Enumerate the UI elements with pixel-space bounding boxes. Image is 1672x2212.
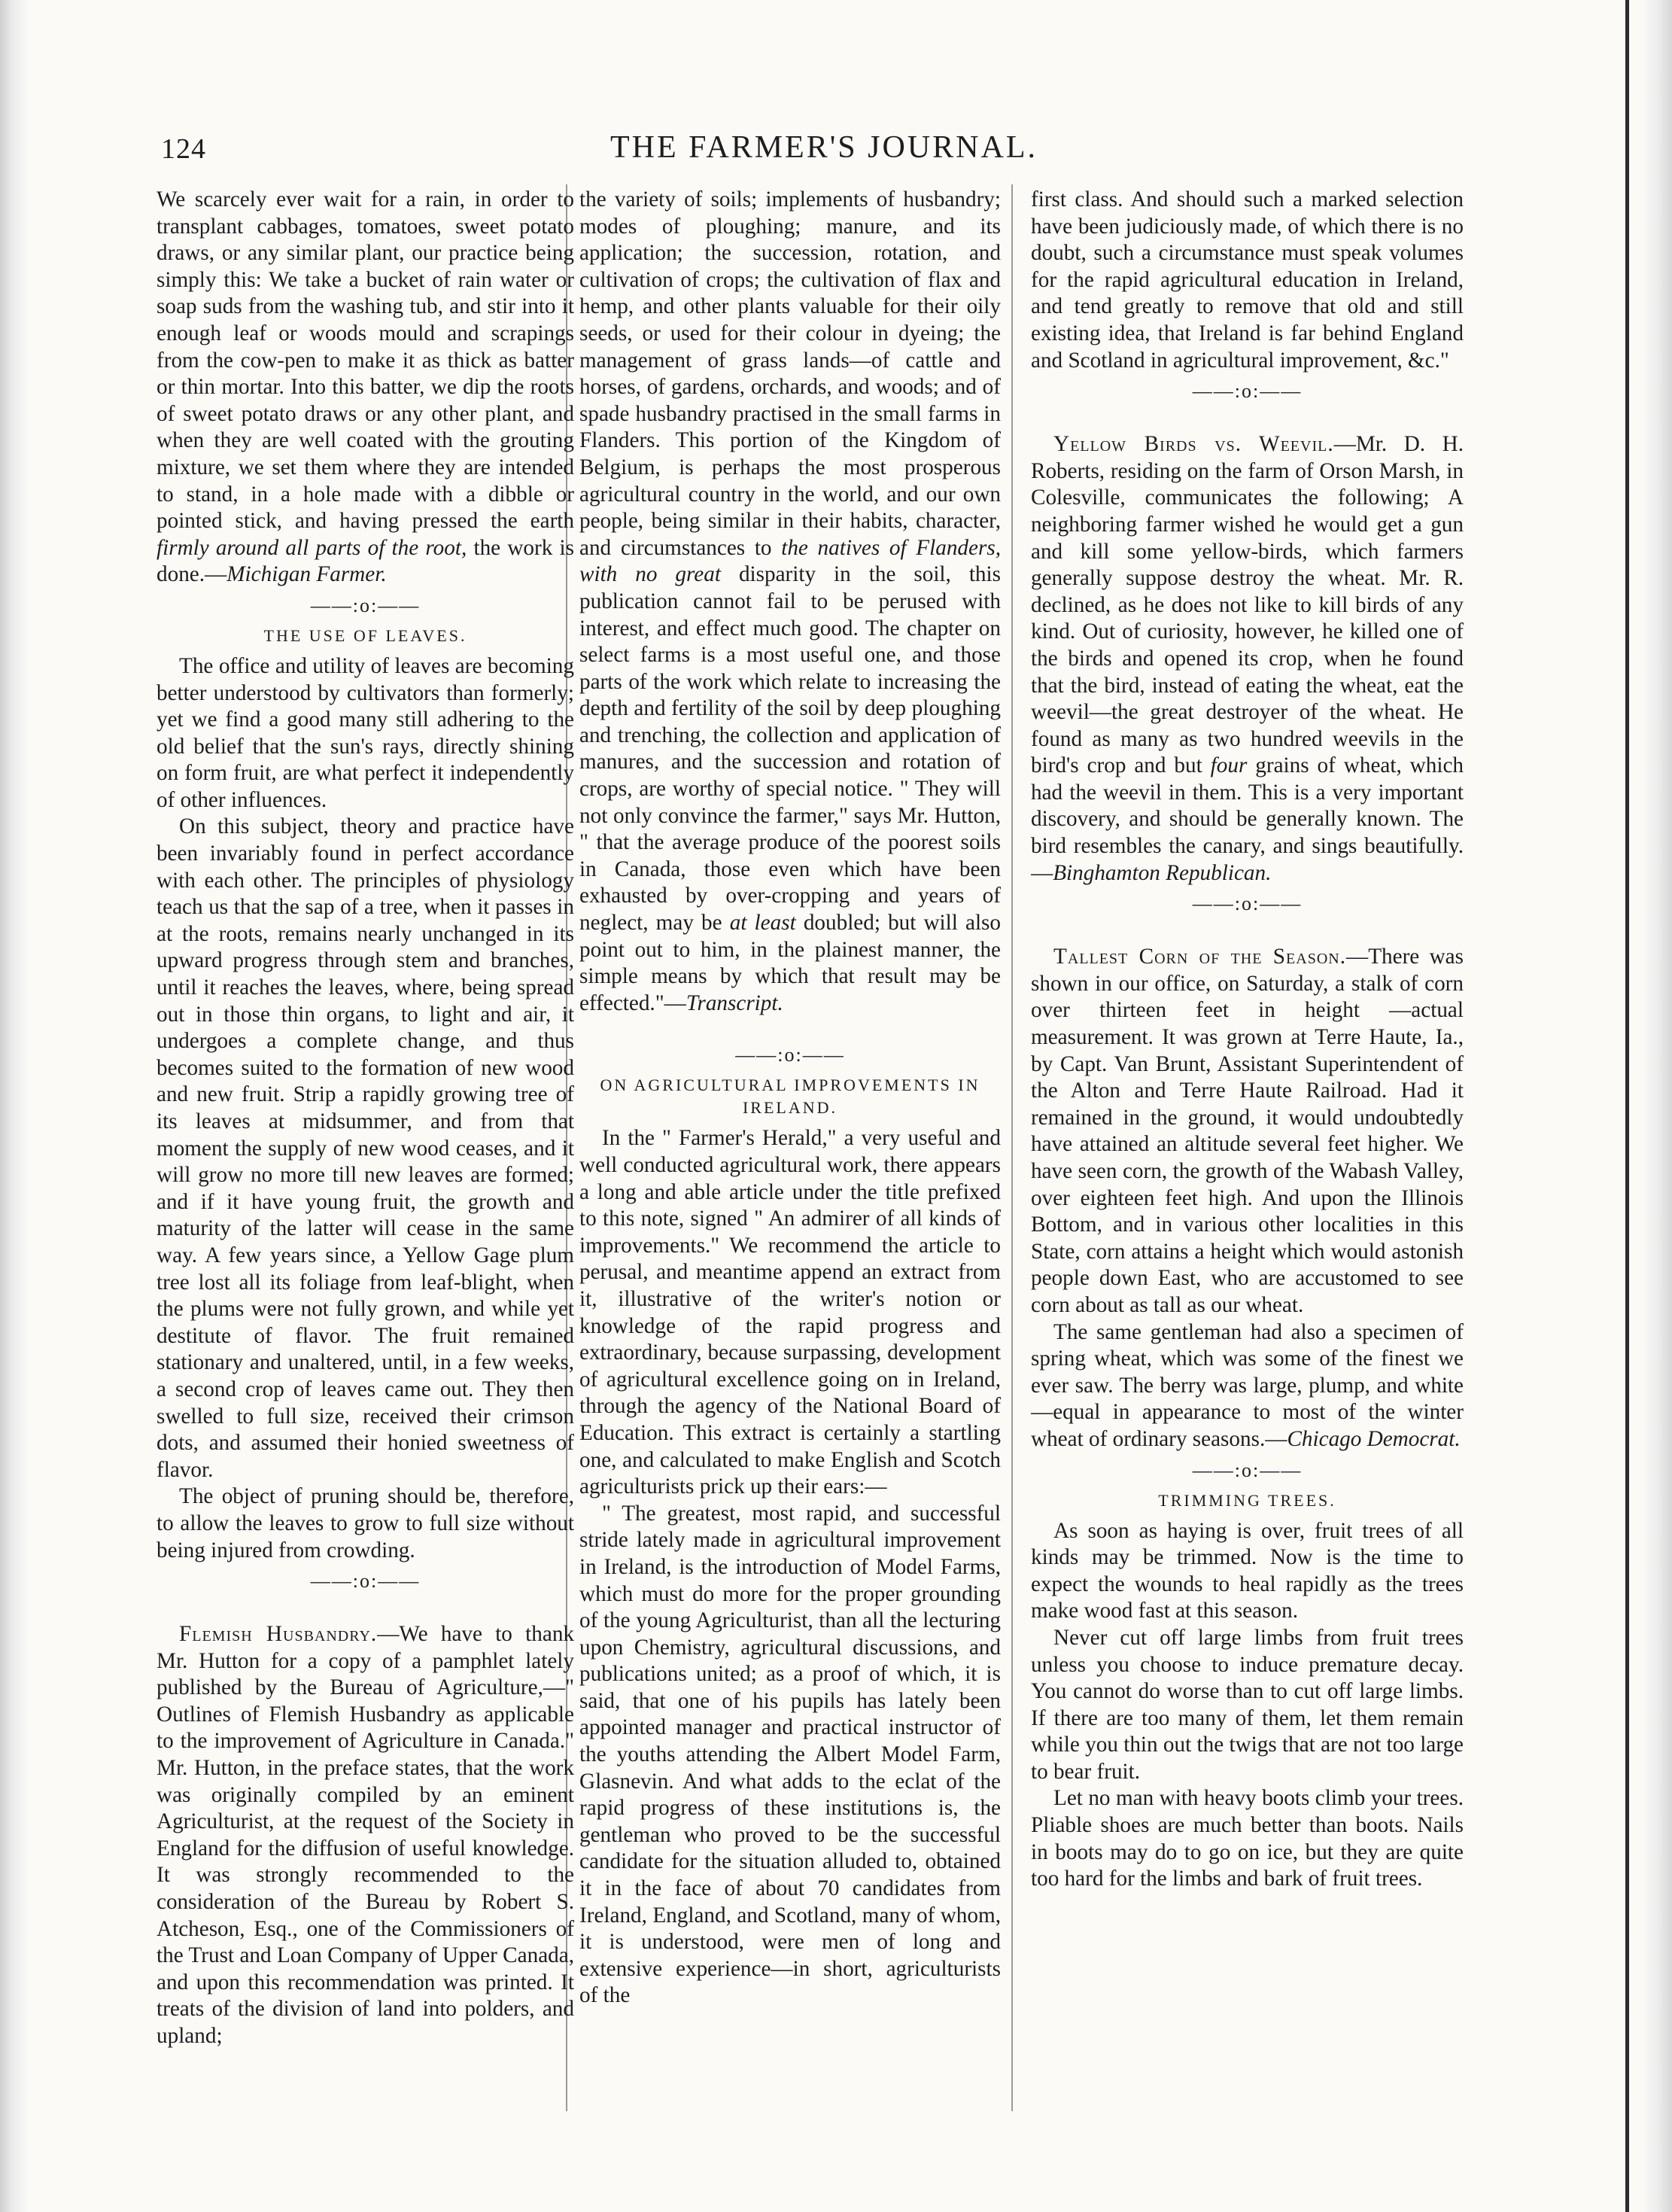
page-border-rule <box>1625 0 1629 2212</box>
article-heading: ON AGRICULTURAL IMPROVEMENTS IN IRELAND. <box>600 1076 980 1118</box>
section-separator: ——:o:—— <box>735 1044 845 1066</box>
article-paragraph: Let no man with heavy boots climb your trees. Pliable shoes are much better than boots. Nails in boots may do to go on ice, but they are quite too hard for the limbs and bark of fruit trees. <box>1031 1786 1464 1891</box>
article-paragraph: Yellow Birds vs. Weevil.—Mr. D. H. Roberts, residing on the farm of Orson Marsh, in Colesville, communicates the following; A neighboring farmer wished he would get a gun and kill some yellow-birds, which farmers generally suppose destroy the wheat. Mr. R. declined, as he does not like to kill birds of any kind. Out of curiosity, however, he killed one of the birds and opened its crop, when he found that the bird, instead of eating the wheat, eat the weevil—the great destroyer of the wheat. He found as many as two hundred weevils in the bird's crop and but four grains of wheat, which had the weevil in them. This is a very important discovery, and should be generally known. The bird resembles the canary, and sings beautifully.—Binghamton Republican. <box>1031 432 1464 885</box>
page-number: 124 <box>161 133 206 165</box>
article-paragraph: The office and utility of leaves are becoming better understood by cultivators than formerly; yet we find a good many still adhering to the old belief that the sun's rays, directly shining on form fruit, are what perfect it independently of other influences. <box>157 653 574 812</box>
column-3 <box>1031 187 1464 2128</box>
section-separator: ——:o:—— <box>1192 380 1303 403</box>
article-paragraph: " The greatest, most rapid, and successful stride lately made in agricultural improvement in Ireland, is the introduction of Model Farms, which must do more for the proper grounding of the young Agriculturist, than all the lecturing upon Chemistry, agricultural discussions, and publications united; as a proof of which, it is said, that one of his pupils has lately been appointed manager and practical instructor of the youths attending the Albert Model Farm, Glasnevin. And what adds to the eclat of the rapid progress of these institutions is, the gentleman who proved to be the successful candidate for the situation alluded to, obtained it in the face of about 70 candidates from Ireland, England, and Scotland, many of whom, it is understood, were men of long and extensive experience—in short, agriculturists of the <box>579 1501 1001 2008</box>
article-paragraph: The same gentleman had also a specimen of spring wheat, which was some of the finest we ever saw. The berry was large, plump, and white—equal in appearance to most of the winter wheat of ordinary seasons.—Chicago Democrat. <box>1031 1319 1464 1451</box>
article-paragraph: the variety of soils; implements of husbandry; modes of ploughing; manure, and its application; the succession, rotation, and cultivation of crops; the cultivation of flax and hemp, and other plants valuable for their oily seeds, or used for their colour in dyeing; the management of grass lands—of cattle and horses, of gardens, orchards, and woods; and of spade husbandry practised in the small farms in Flanders. This portion of the Kingdom of Belgium, is perhaps the most prosperous agricultural country in the world, and our own people, being similar in their habits, character, and circumstances to the natives of Flanders, with no great disparity in the soil, this publication cannot fail to be perused with interest, and effect much good. The chapter on select farms is a most useful one, and those parts of the work which relate to increasing the depth and fertility of the soil by deep ploughing and trenching, the collection and application of manures, and the succession and rotation of crops, are worthy of special notice. " They will not only convince the farmer," says Mr. Hutton, " that the average produce of the poorest soils in Canada, those even which have been exhausted by over-cropping and years of neglect, may be at least doubled; but will also point out to him, in the plainest manner, the simple means by which that result may be effected."—Transcript. <box>579 187 1001 1015</box>
column-2 <box>579 187 1001 2128</box>
section-separator: ——:o:—— <box>1192 1459 1303 1481</box>
article-title: Flemish Husbandry. <box>179 1622 378 1647</box>
article-paragraph: Tallest Corn of the Season.—There was shown in our office, on Saturday, a stalk of corn over thirteen feet in height —actual measurement. It was grown at Terre Haute, Ia., by Capt. Van Brunt, Assistant Superintendent of the Alton and Terre Haute Railroad. Had it remained in the ground, it would undoubtedly have attained an altitude several feet higher. We have seen corn, the growth of the Wabash Valley, over eighteen feet high. And upon the Illinois Bottom, and in various other localities in this State, corn attains a height which would astonish people down East, who are accustomed to see corn about as tall as our wheat. <box>1031 945 1464 1317</box>
page-header <box>150 126 1497 172</box>
article-title: Yellow Birds vs. Weevil. <box>1053 432 1334 457</box>
article-heading: THE USE OF LEAVES. <box>263 625 467 645</box>
section-separator: ——:o:—— <box>310 1570 421 1593</box>
article-heading: TRIMMING TREES. <box>1158 1490 1336 1510</box>
article-title: Tallest Corn of the Season. <box>1053 945 1346 969</box>
article-paragraph: Never cut off large limbs from fruit trees unless you choose to induce premature decay. You cannot do worse than to cut off large limbs. If there are too many of them, let them remain while you thin out the twigs that are not too large to bear fruit. <box>1031 1625 1464 1784</box>
scan-edge-left <box>0 0 29 2212</box>
article-paragraph: We scarcely ever wait for a rain, in order to transplant cabbages, tomatoes, sweet potato draws, or any similar plant, our practice being simply this: We take a bucket of rain water or soap suds from the washing tub, and stir into it enough leaf or woods mould and scrapings from the cow-pen to make it as thick as batter or thin mortar. Into this batter, we dip the roots of sweet potato draws or any other plant, and when they are well coated with the grouting mixture, we set them where they are intended to stand, in a hole made with a dibble or pointed stick, and having pressed the earth firmly around all parts of the root, the work is done.—Michigan Farmer. <box>157 187 574 587</box>
column-1 <box>157 187 574 2128</box>
article-paragraph: The object of pruning should be, therefore, to allow the leaves to grow to full size without being injured from crowding. <box>157 1484 574 1562</box>
article-paragraph: As soon as haying is over, fruit trees of all kinds may be trimmed. Now is the time to expect the wounds to heal rapidly as the trees make wood fast at this season. <box>1031 1518 1464 1623</box>
article-paragraph: first class. And should such a marked selection have been judiciously made, of which there is no doubt, such a circumstance must speak volumes for the rapid agricultural education in Ireland, and tend greatly to remove that old and still existing idea, that Ireland is far behind England and Scotland in agricultural improvement, &c." <box>1031 187 1464 373</box>
section-separator: ——:o:—— <box>310 594 421 616</box>
article-paragraph: Flemish Husbandry.—We have to thank Mr. Hutton for a copy of a pamphlet lately published by the Bureau of Agriculture,—" Outlines of Flemish Husbandry as applicable to the improvement of Agriculture in Canada." Mr. Hutton, in the preface states, that the work was originally compiled by an eminent Agriculturist, at the request of the Society in England for the diffusion of useful knowledge. It was strongly recommended to the consideration of the Bureau by Robert S. Atcheson, Esq., one of the Commissioners of the Trust and Loan Company of Upper Canada, and upon this recommendation was printed. It treats of the division of land into polders, and upland; <box>157 1622 574 2048</box>
column-divider <box>1011 184 1013 2111</box>
article-paragraph: On this subject, theory and practice have been invariably found in perfect accordance with each other. The principles of physiology teach us that the sap of a tree, when it passes in at the roots, remains nearly unchanged in its upward progress through stem and branches, until it reaches the leaves, where, being spread out in those thin organs, to light and air, it undergoes a complete change, and thus becomes suited to the formation of new wood and new fruit. Strip a rapidly growing tree of its leaves at midsummer, and from that moment the supply of new wood ceases, and it will grow no more till new leaves are formed; and if it have young fruit, the growth and maturity of the latter will cease in the same way. A few years since, a Yellow Gage plum tree lost all its foliage from leaf-blight, when the plums were not fully grown, and while yet destitute of flavor. The fruit remained stationary and unaltered, until, in a few weeks, a second crop of leaves came out. They then swelled to full size, received their crimson dots, and assumed their honied sweetness of flavor. <box>157 814 574 1482</box>
running-title: THE FARMER'S JOURNAL. <box>610 130 1038 165</box>
section-separator: ——:o:—— <box>1192 893 1303 915</box>
article-paragraph: In the " Farmer's Herald," a very useful and well conducted agricultural work, there appears a long and able article under the title prefixed to this note, signed " An admirer of all kinds of improvements." We recommend the article to perusal, and meantime append an extract from it, illustrative of the writer's notion or knowledge of the rapid progress and extraordinary, because surpassing, development of agricultural excellence going on in Ireland, through the agency of the National Board of Education. This extract is certainly a startling one, and calculated to make English and Scotch agriculturists prick up their ears:— <box>579 1126 1001 1499</box>
scan-edge-right <box>1642 0 1672 2212</box>
